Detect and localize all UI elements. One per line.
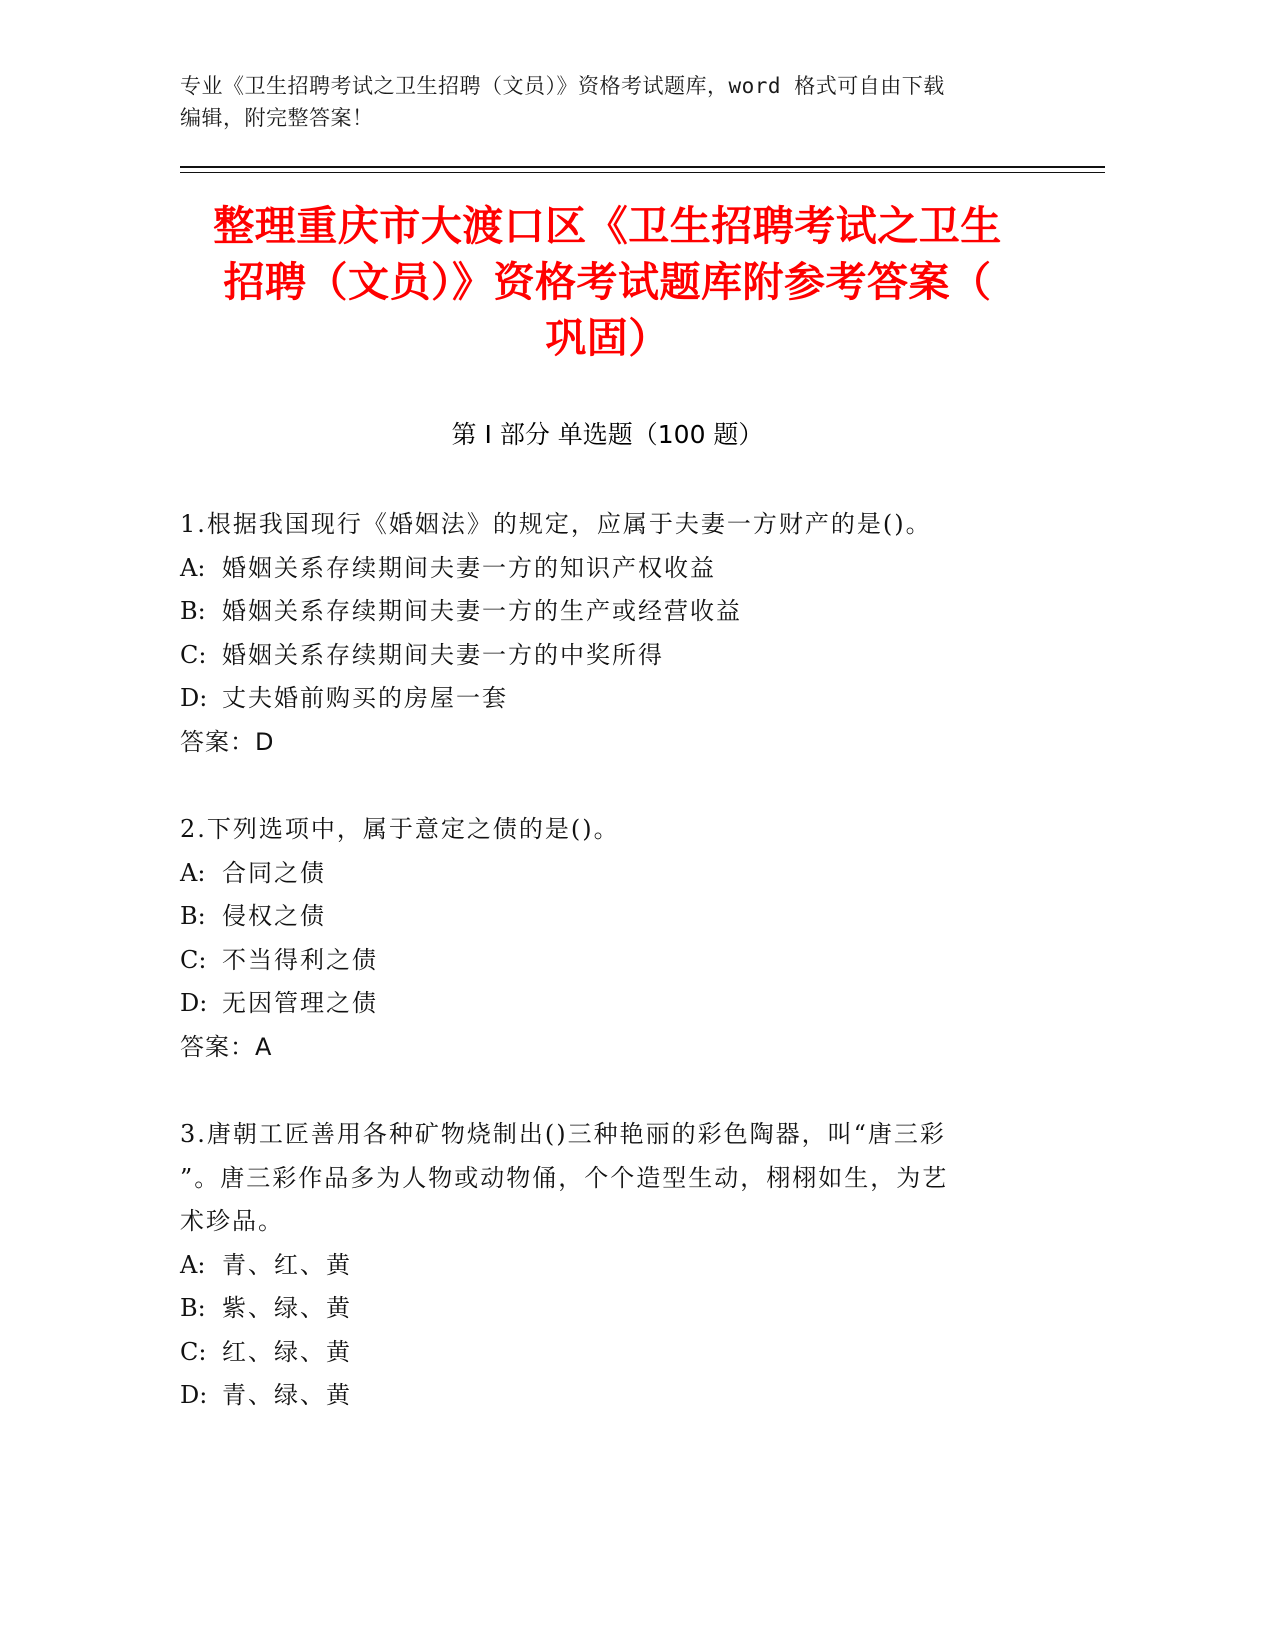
option-text: 合同之债 [222,858,326,887]
option-text: 青、绿、黄 [222,1381,352,1409]
option-text: 紫、绿、黄 [222,1294,352,1322]
option-letter: B: [180,597,206,625]
option-text: 侵权之债 [222,902,326,930]
header-rule-thin [180,172,1105,173]
question-stem: 1.根据我国现行《婚姻法》的规定，应属于夫妻一方财产的是()。 [180,510,932,538]
option-text: 不当得利之债 [222,945,378,974]
option-letter: D: [180,684,208,712]
question-list [180,503,1030,1418]
option-letter: B: [180,1294,206,1322]
answer-line: 答案：A [180,1032,273,1061]
option-letter: A: [180,858,206,887]
document-title-line-1: 整理重庆市大渡口区《卫生招聘考试之卫生 [213,202,1002,250]
option-d [180,1374,1030,1418]
option-d [180,982,1030,1026]
option-letter: A: [180,1250,206,1279]
question-stem-line-3: 术珍品。 [180,1207,284,1235]
question-1 [180,503,1030,764]
option-letter: C: [180,640,207,669]
document-title-line-2: 招聘（文员）》资格考试题库附参考答案（ [223,258,992,306]
question-stem: 2.下列选项中，属于意定之债的是()。 [180,815,620,843]
option-text: 青、红、黄 [222,1250,352,1279]
option-text: 无因管理之债 [222,989,378,1017]
option-letter: C: [180,1337,207,1366]
option-b [180,1287,1030,1331]
option-a [180,852,1030,896]
option-letter: B: [180,902,206,930]
answer-line: 答案：D [180,727,275,756]
header-note-line-1: 专业《卫生招聘考试之卫生招聘（文员）》资格考试题库，word 格式可自由下载 [180,74,945,98]
section-title: 第 I 部分 单选题（100 题） [451,420,764,449]
option-letter: A: [180,553,206,582]
option-d [180,677,1030,721]
document-title [180,198,1035,366]
question-stem-line-1: 3.唐朝工匠善用各种矿物烧制出()三种艳丽的彩色陶器，叫“唐三彩 [180,1120,946,1148]
option-letter: C: [180,945,207,974]
question-stem-line-2: ”。唐三彩作品多为人物或动物俑，个个造型生动，栩栩如生，为艺 [180,1163,949,1192]
option-letter: D: [180,989,208,1017]
option-a [180,547,1030,591]
document-title-line-3: 巩固） [545,314,670,362]
question-spacer [180,764,1030,808]
option-text: 红、绿、黄 [222,1337,352,1366]
question-2 [180,808,1030,1069]
option-c [180,634,1030,678]
header-note-line-2: 编辑，附完整答案！ [180,106,374,130]
question-spacer [180,1069,1030,1113]
header-note [180,70,1040,134]
option-b [180,590,1030,634]
option-text: 丈夫婚前购买的房屋一套 [222,684,508,712]
option-b [180,895,1030,939]
option-text: 婚姻关系存续期间夫妻一方的中奖所得 [222,640,664,669]
option-c [180,1331,1030,1375]
question-3 [180,1113,1030,1418]
header-rule-thick [180,166,1105,168]
option-text: 婚姻关系存续期间夫妻一方的知识产权收益 [222,553,716,582]
option-c [180,939,1030,983]
option-text: 婚姻关系存续期间夫妻一方的生产或经营收益 [222,597,742,625]
option-a [180,1244,1030,1288]
option-letter: D: [180,1381,208,1409]
